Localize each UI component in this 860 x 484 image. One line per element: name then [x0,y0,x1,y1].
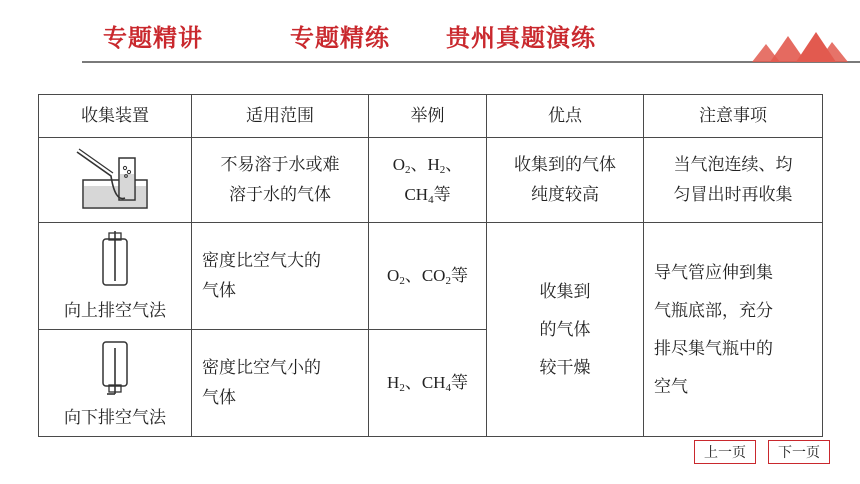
note-text-line: 导气管应伸到集 [654,262,773,283]
apparatus-label: 向上排空气法 [64,301,166,321]
column-header: 优点 [487,95,644,138]
example-cell [369,223,487,330]
apparatus-label: 向下排空气法 [64,408,166,428]
advantage-cell [487,138,644,223]
note-text-line: 气瓶底部，充分 [654,300,773,321]
column-header: 收集装置 [39,95,192,138]
example-line: $H_2$、$CH_4$等 [387,373,468,394]
example-cell [369,330,487,437]
scope-text-line: 溶于水的气体 [229,185,331,205]
advantage-text-line: 收集到的气体 [514,155,616,175]
header-divider [82,61,860,63]
note-cell [644,138,823,223]
note-text-line: 当气泡连续、均 [673,155,793,175]
scope-text-line: 不易溶于水或难 [220,155,340,175]
scope-text-line: 气体 [202,281,236,301]
advantage-text-line: 较干燥 [539,357,591,378]
advantage-text-line: 收集到 [539,281,591,302]
advantage-text-line: 的气体 [539,319,591,340]
apparatus-cell [39,138,192,223]
apparatus-cell [39,330,192,437]
tab-topic-lecture[interactable]: 专题精讲 [103,24,203,52]
upward-air-displacement-bottle-icon [95,231,135,289]
example-line: $CH_4$等 [404,185,451,206]
tab-guizhou-exam-practice[interactable]: 贵州真题演练 [446,24,596,52]
note-text-line: 空气 [654,376,688,397]
triangles-decoration-icon [752,26,848,62]
column-header: 适用范围 [192,95,369,138]
prev-page-button[interactable]: 上一页 [694,440,756,464]
scope-text-line: 密度比空气小的 [202,358,321,378]
scope-cell [192,223,369,330]
note-text-line: 排尽集气瓶中的 [654,338,773,359]
table-row [39,223,823,330]
example-cell [369,138,487,223]
table-row [39,138,823,223]
advantage-text-line: 纯度较高 [531,185,599,205]
gas-collection-table [38,94,823,437]
example-line: $O_2$、$CO_2$等 [387,266,468,287]
shared-advantage-cell [487,223,644,437]
scope-cell [192,330,369,437]
scope-cell [192,138,369,223]
header [0,0,860,64]
column-header: 举例 [369,95,487,138]
downward-air-displacement-bottle-icon [95,336,135,396]
note-text-line: 匀冒出时再收集 [673,185,793,205]
tab-topic-practice[interactable]: 专题精练 [290,24,390,52]
example-line: $O_2$、$H_2$、 [392,155,463,176]
note-cell [644,223,823,437]
next-page-button[interactable]: 下一页 [768,440,830,464]
scope-text-line: 气体 [202,388,236,408]
water-displacement-apparatus-icon [75,146,155,212]
column-header: 注意事项 [644,95,823,138]
table-header-row [39,95,823,138]
apparatus-cell [39,223,192,330]
scope-text-line: 密度比空气大的 [202,251,321,271]
